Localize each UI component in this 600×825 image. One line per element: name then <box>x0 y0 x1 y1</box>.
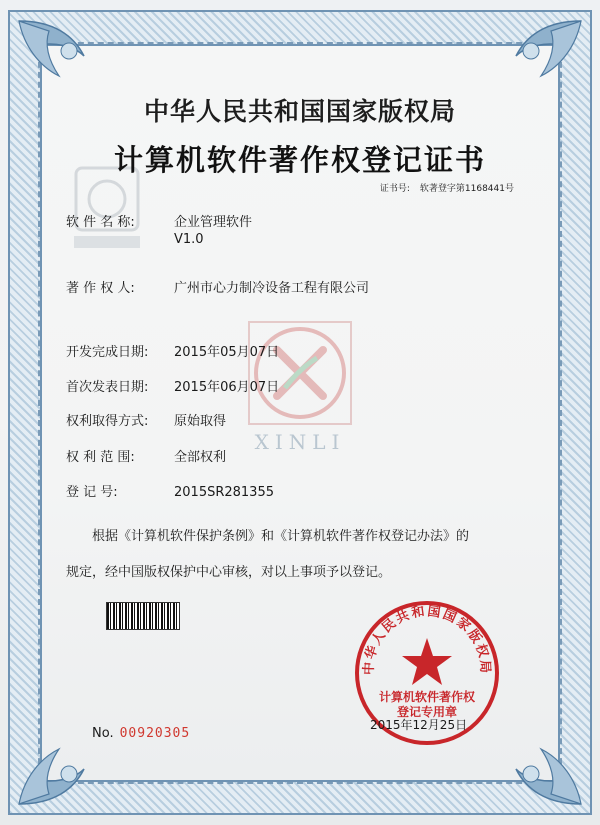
field-value: 2015SR281355 <box>174 485 274 500</box>
field-label: 登 记 号: <box>66 485 118 500</box>
field-value: 企业管理软件 <box>174 215 253 230</box>
statement-line-1: 根据《计算机软件保护条例》和《计算机软件著作权登记办法》的 <box>92 529 470 544</box>
field-value: 广州市心力制冷设备工程有限公司 <box>174 281 370 296</box>
serial-label: No. <box>92 726 114 741</box>
field-label: 首次发表日期: <box>66 380 149 395</box>
issuing-authority: 中华人民共和国国家版权局 <box>143 97 456 126</box>
certificate-title: 计算机软件著作权登记证书 <box>113 143 486 177</box>
seal-text-line-1: 计算机软件著作权 <box>378 690 475 704</box>
field-copyright-owner <box>66 277 369 296</box>
seal-text-line-2: 登记专用章 <box>396 705 457 719</box>
software-version: V1.0 <box>174 232 204 247</box>
field-acquisition-method <box>66 410 226 429</box>
field-value: 2015年06月07日 <box>174 380 280 395</box>
field-rights-scope <box>66 446 226 465</box>
barcode <box>106 602 180 630</box>
field-label: 著 作 权 人: <box>66 281 135 296</box>
field-value: 原始取得 <box>174 414 227 429</box>
watermark-text: XINLI <box>254 430 346 454</box>
corner-ornament-icon <box>14 16 124 96</box>
company-logo-watermark-icon <box>245 318 355 428</box>
field-value: 全部权利 <box>174 450 227 465</box>
certificate-number-label: 证书号: <box>379 184 410 194</box>
serial-value: 00920305 <box>119 726 191 741</box>
statement-line-2: 规定，经中国版权保护中心审核，对以上事项予以登记。 <box>66 565 392 580</box>
field-label: 开发完成日期: <box>66 345 149 360</box>
field-first-publish-date <box>66 376 279 395</box>
certificate-number-value: 软著登字第1168441号 <box>419 184 514 194</box>
field-label: 权利取得方式: <box>66 414 149 429</box>
corner-ornament-icon <box>14 729 124 809</box>
field-registration-no <box>66 481 274 500</box>
certificate-number <box>380 181 514 194</box>
field-software-name <box>66 211 252 247</box>
field-label: 权 利 范 围: <box>66 450 135 465</box>
field-completion-date <box>66 341 279 360</box>
field-label: 软 件 名 称: <box>66 215 135 230</box>
field-value: 2015年05月07日 <box>174 345 280 360</box>
corner-ornament-icon <box>476 16 586 96</box>
issue-date: 2015年12月25日 <box>370 718 468 732</box>
serial-number <box>92 726 190 741</box>
svg-text:中华人民共和国国家版权局: 中华人民共和国国家版权局 <box>361 604 493 676</box>
